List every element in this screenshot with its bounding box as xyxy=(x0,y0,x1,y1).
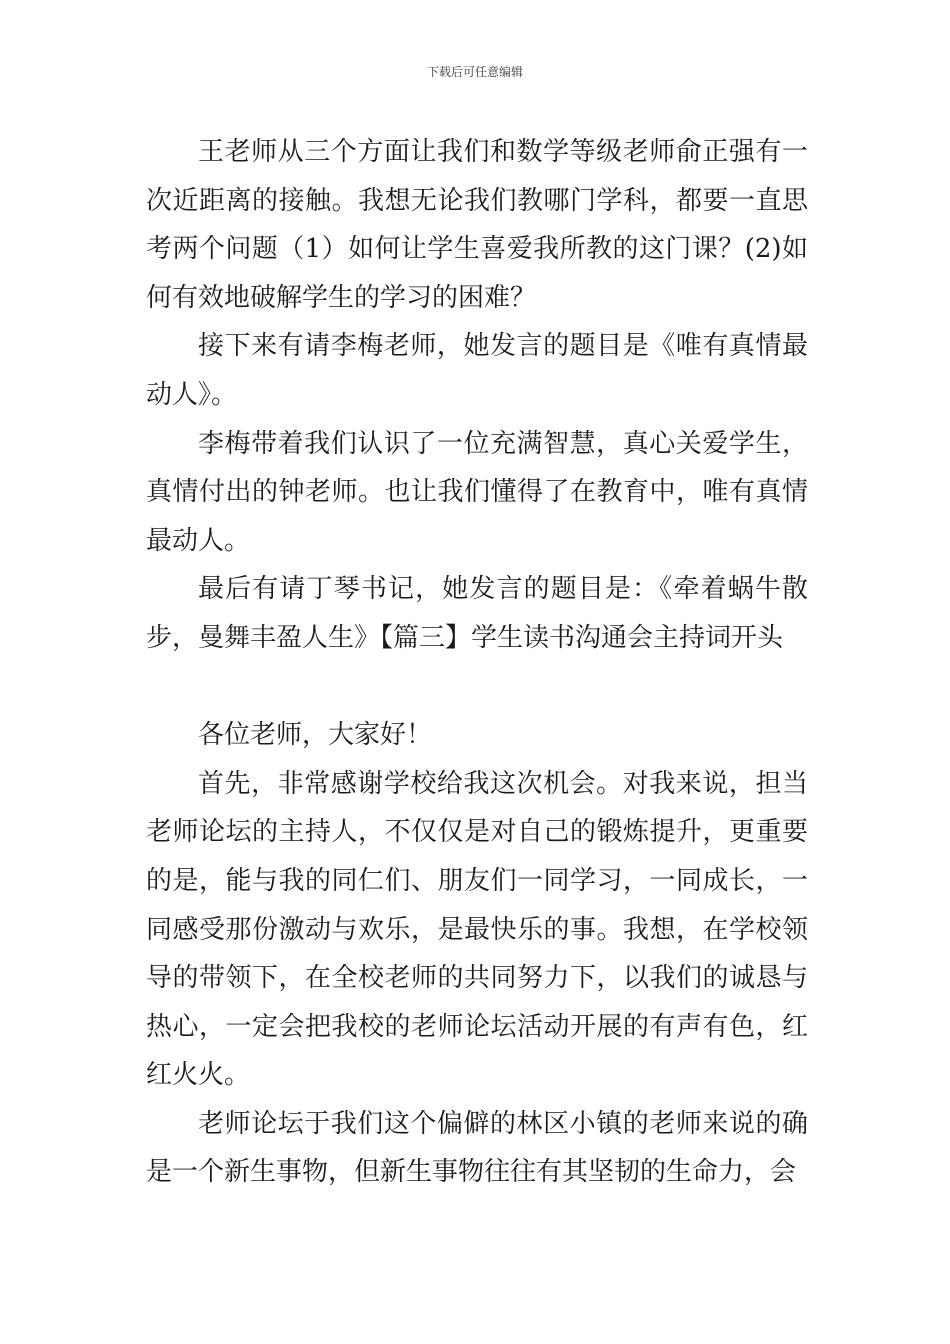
document-body xyxy=(146,128,808,1197)
paragraph-3: 李梅带着我们认识了一位充满智慧，真心关爱学生，真情付出的钟老师。也让我们懂得了在教育中，唯有真情最动人。 xyxy=(146,428,808,556)
page-header: 下载后可任意编辑 xyxy=(426,65,523,79)
greeting-paragraph: 各位老师，大家好！ xyxy=(198,720,433,751)
paragraph-2: 接下来有请李梅老师，她发言的题目是《唯有真情最动人》。 xyxy=(146,331,808,410)
paragraph-6: 首先，非常感谢学校给我这次机会。对我来说，担当老师论坛的主持人，不仅仅是对自己的锻炼提升，更重要的是，能与我的同仁们、朋友们一同学习，一同成长，一同感受那份激动与欢乐，是最快乐的事。我想，在学校领导的带领下，在全校老师的共同努力下，以我们的诚恳与热心，一定会把我校的老师论坛活动开展的有声有色，红红火火。 xyxy=(146,768,808,1091)
paragraph-7: 老师论坛于我们这个偏僻的林区小镇的老师来说的确是一个新生事物，但新生事物往往有其坚韧的生命力，会 xyxy=(146,1108,808,1188)
paragraph-gap xyxy=(146,663,808,712)
paragraph-4: 最后有请丁琴书记，她发言的题目是：《牵着蜗牛散步，曼舞丰盈人生》【篇三】学生读书沟通会主持词开头 xyxy=(146,574,808,653)
paragraph-1: 王老师从三个方面让我们和数学等级老师俞正强有一次近距离的接触。我想无论我们教哪门学科，都要一直思考两个问题（1）如何让学生喜爱我所教的这门课？(2)如何有效地破解学生的学习的困难？ xyxy=(146,137,808,313)
